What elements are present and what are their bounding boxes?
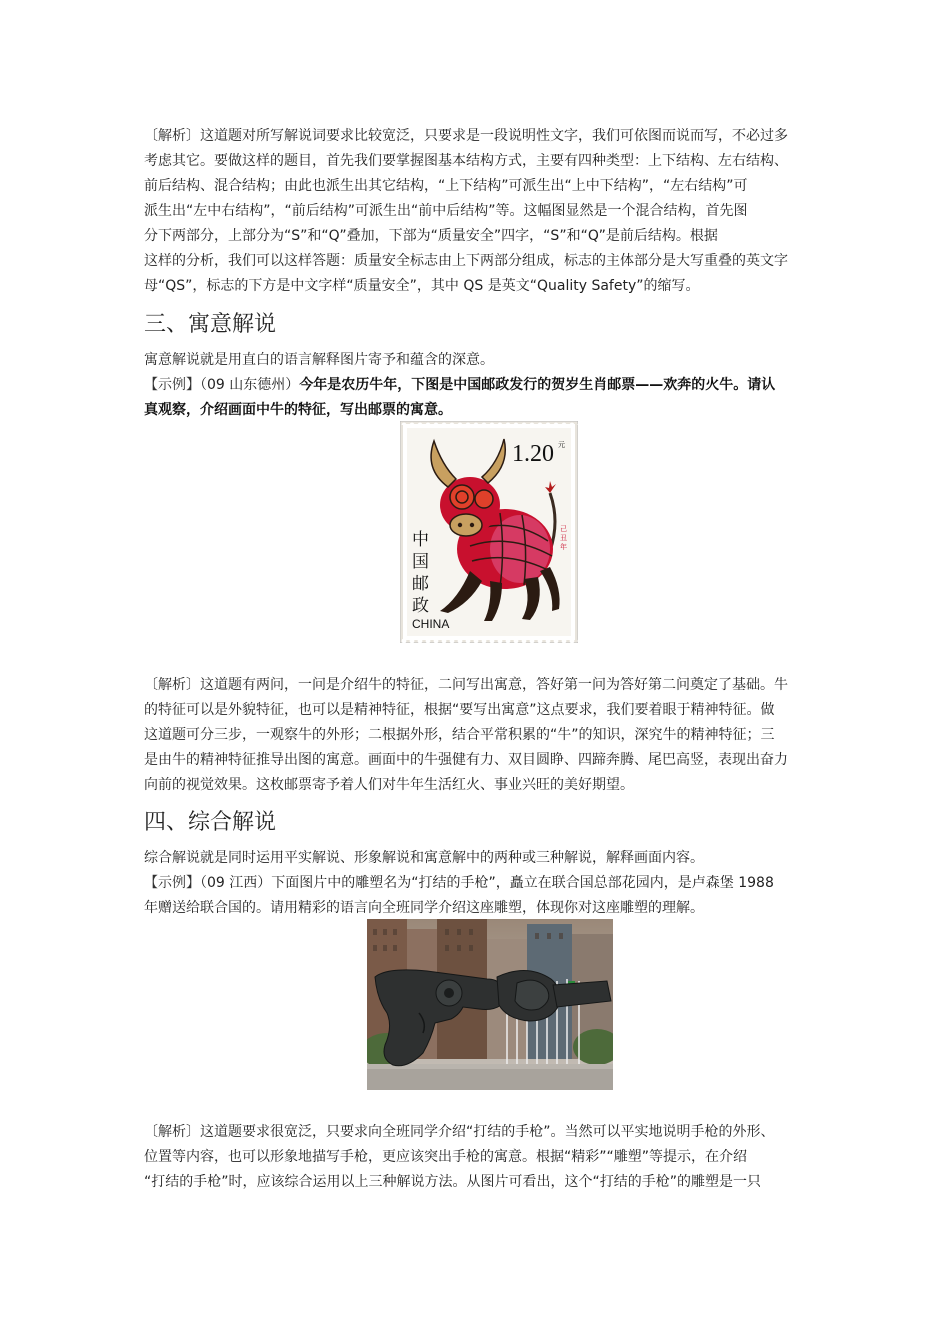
analysis-paragraph-2 — [144, 673, 808, 798]
intro-text: 综合解说就是同时运用平实解说、形象解说和寓意解中的两种或三种解说，解释画面内容。 — [144, 850, 704, 866]
section3-intro — [144, 348, 808, 423]
text-line: 考虑其它。要做这样的题目，首先我们要掌握图基本结构方式，主要有四种类型：上下结构、左右结构、 — [144, 153, 788, 169]
stamp-year-char: 己 — [560, 525, 567, 533]
text-line: 向前的视觉效果。这枚邮票寄予着人们对牛年生活红火、事业兴旺的美好期望。 — [144, 777, 634, 793]
text-line: 〔解析〕这道题有两问，一问是介绍牛的特征，二问写出寓意，答好第一问为答好第二问奠定了基础。牛 — [144, 677, 788, 693]
section-heading-4: 四、综合解说 — [144, 810, 277, 835]
example-question: 今年是农历牛年，下图是中国邮政发行的贺岁生肖邮票——欢奔的火牛。请认 — [299, 377, 776, 393]
example-text-cont: 年赠送给联合国的。请用精彩的语言向全班同学介绍这座雕塑，体现你对这座雕塑的理解。 — [144, 900, 704, 916]
stamp-svg — [400, 421, 578, 643]
stamp-country-char: 中 — [412, 530, 429, 550]
analysis-paragraph-3 — [144, 1120, 808, 1195]
example-line — [144, 373, 808, 398]
example-tag: 【示例】 — [144, 875, 200, 891]
text-line: 这道题可分三步，一观察牛的外形；二根据外形，结合平常积累的“牛”的知识，深究牛的精神特征；三 — [144, 727, 775, 743]
stamp-country-char: 邮 — [412, 574, 429, 594]
ox-stamp-image — [400, 421, 578, 643]
text-line: 是由牛的精神特征推导出图的寓意。画面中的牛强健有力、双目圆睁、四蹄奔腾、尾巴高竖，表现出奋力 — [144, 752, 788, 768]
stamp-year-char: 丑 — [560, 534, 567, 542]
stamp-value: 1.20 — [512, 441, 554, 467]
section4-intro — [144, 846, 808, 921]
text-line: 位置等内容，也可以形象地描写手枪，更应该突出手枪的寓意。根据“精彩”“雕塑”等提示，在介绍 — [144, 1149, 748, 1165]
knotted-gun-photo — [367, 919, 613, 1090]
stamp-unit: 元 — [558, 441, 565, 449]
text-line: 前后结构、混合结构；由此也派生出其它结构，“上下结构”可派生出“上中下结构”，“左右结构”可 — [144, 178, 748, 194]
text-line: 的特征可以是外貌特征，也可以是精神特征，根据“要写出寓意”这点要求，我们要着眼于精神特征。做 — [144, 702, 775, 718]
analysis-paragraph-1 — [144, 124, 808, 299]
stamp-country-en: CHINA — [412, 617, 450, 631]
example-line — [144, 871, 808, 896]
text-line: “打结的手枪”时，应该综合运用以上三种解说方法。从图片可看出，这个“打结的手枪”的雕塑是一只 — [144, 1174, 762, 1190]
text-line: 派生出“左中右结构”，“前后结构”可派生出“前中后结构”等。这幅图显然是一个混合结构，首先图 — [144, 203, 748, 219]
stamp-year-char: 年 — [560, 543, 567, 551]
section-heading-3: 三、寓意解说 — [144, 312, 277, 337]
example-text: （09 江西）下面图片中的雕塑名为“打结的手枪”，矗立在联合国总部花园内，是卢森堡 1988 — [200, 875, 774, 891]
stamp-country-char: 国 — [412, 552, 429, 572]
example-tag: 【示例】 — [144, 377, 200, 393]
intro-text: 寓意解说就是用直白的语言解释图片寄予和蕴含的深意。 — [144, 352, 494, 368]
example-source: （09 山东德州） — [200, 377, 300, 393]
text-line: 母“QS”，标志的下方是中文字样“质量安全”，其中 QS 是英文“Quality Safety”的缩写。 — [144, 278, 700, 294]
text-line: 分下两部分，上部分为“S”和“Q”叠加，下部为“质量安全”四字，“S”和“Q”是前后结构。根据 — [144, 228, 718, 244]
text-line: 这样的分析，我们可以这样答题：质量安全标志由上下两部分组成，标志的主体部分是大写重叠的英文字 — [144, 253, 788, 269]
text-line: 〔解析〕这道题对所写解说词要求比较宽泛，只要求是一段说明性文字，我们可依图而说而写，不必过多 — [144, 128, 788, 144]
text-line: 〔解析〕这道题要求很宽泛，只要求向全班同学介绍“打结的手枪”。当然可以平实地说明手枪的外形、 — [144, 1124, 775, 1140]
example-question-cont: 真观察，介绍画面中牛的特征，写出邮票的寓意。 — [144, 402, 452, 418]
stamp-country-char: 政 — [412, 596, 429, 616]
photo-svg — [367, 919, 613, 1090]
